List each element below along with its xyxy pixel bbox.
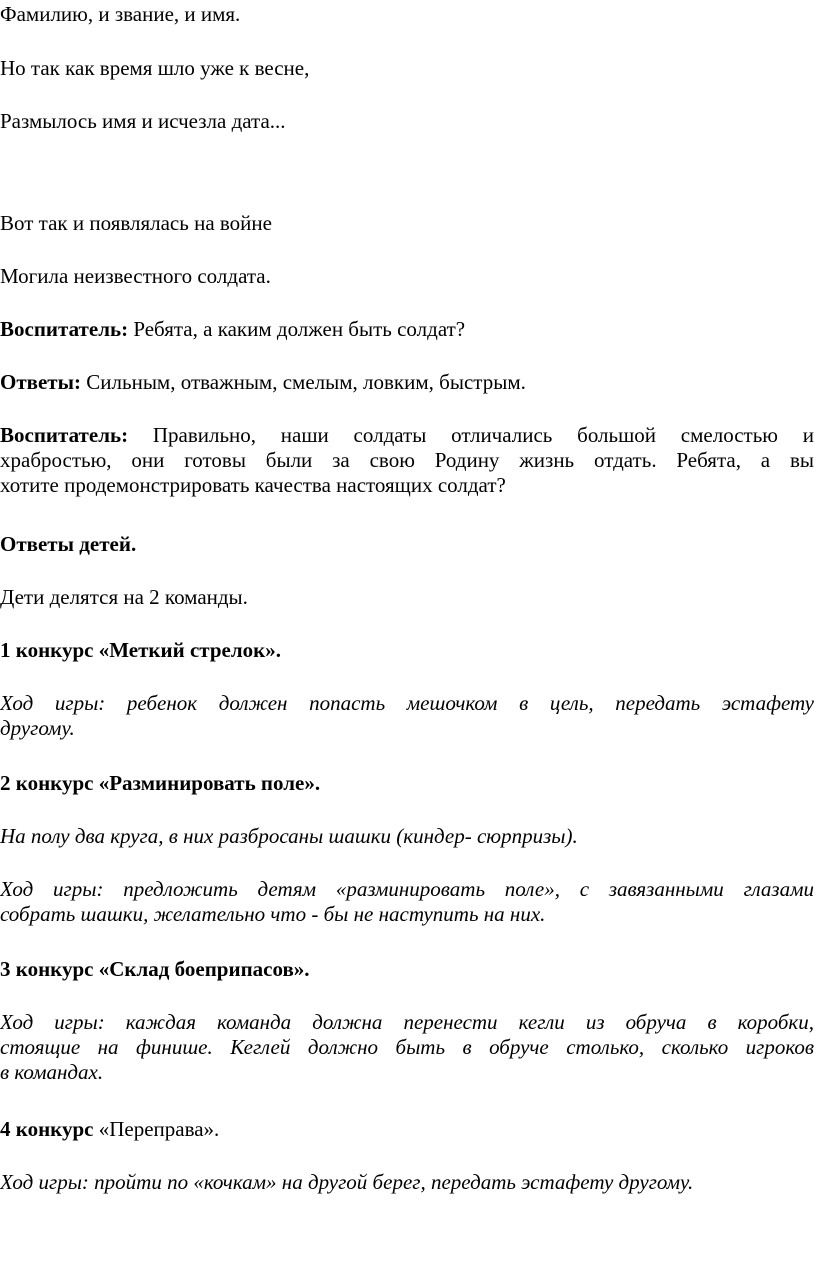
paragraph-line: Ход игры: предложить детям «разминировать поле», с завязанными глазами xyxy=(0,877,814,901)
children-answers-heading: Ответы детей. xyxy=(0,532,137,556)
contest-4-rules: Ход игры: пройти по «кочкам» на другой берег, передать эстафету другому. xyxy=(0,1170,694,1194)
poem-line-2: Но так как время шло уже к весне, xyxy=(0,56,310,80)
paragraph-line: хотите продемонстрировать качества настоящих солдат? xyxy=(0,473,506,497)
paragraph-line: храбростью, они готовы были за свою Родину жизнь отдать. Ребята, а вы xyxy=(0,448,814,472)
poem-line-4: Вот так и появлялась на войне xyxy=(0,211,272,235)
contest-2-setup: На полу два круга, в них разбросаны шашки (киндер- сюрпризы). xyxy=(0,824,578,848)
contest-3-rules xyxy=(0,1010,814,1085)
paragraph-line: Воспитатель: Правильно, наши солдаты отличались большой смелостью и xyxy=(0,423,814,447)
answers-1 xyxy=(0,370,814,395)
speaker-label: Воспитатель: xyxy=(0,423,129,447)
contest-1-title: 1 конкурс «Меткий стрелок». xyxy=(0,638,281,662)
paragraph-line: Ход игры: каждая команда должна перенести кегли из обруча в коробки, xyxy=(0,1010,814,1034)
contest-1-rules xyxy=(0,691,814,741)
paragraph-line: стоящие на финише. Кеглей должно быть в обруче столько, сколько игроков xyxy=(0,1035,814,1059)
contest-3-title: 3 конкурс «Склад боеприпасов». xyxy=(0,957,310,981)
teams-text: Дети делятся на 2 команды. xyxy=(0,585,248,609)
teacher-question-1 xyxy=(0,317,814,342)
contest-2-title: 2 конкурс «Разминировать поле». xyxy=(0,771,321,795)
speaker-label: Ответы: xyxy=(0,370,82,394)
question-text: Ребята, а каким должен быть солдат? xyxy=(128,317,466,341)
poem-line-3: Размылось имя и исчезла дата... xyxy=(0,109,286,133)
paragraph-line: Ход игры: ребенок должен попасть мешочком в цель, передать эстафету xyxy=(0,691,814,715)
contest-2-rules xyxy=(0,877,814,927)
teacher-question-2 xyxy=(0,423,814,498)
contest-4-title: 4 конкурс «Переправа». xyxy=(0,1117,220,1141)
poem-line-1: Фамилию, и звание, и имя. xyxy=(0,2,241,26)
speaker-label: Воспитатель: xyxy=(0,317,129,341)
paragraph-line: в командах. xyxy=(0,1060,104,1084)
answer-text: Сильным, отважным, смелым, ловким, быстрым. xyxy=(81,370,526,394)
paragraph-line: другому. xyxy=(0,716,75,740)
poem-line-5: Могила неизвестного солдата. xyxy=(0,264,271,288)
paragraph-line: собрать шашки, желательно что - бы не наступить на них. xyxy=(0,902,546,926)
